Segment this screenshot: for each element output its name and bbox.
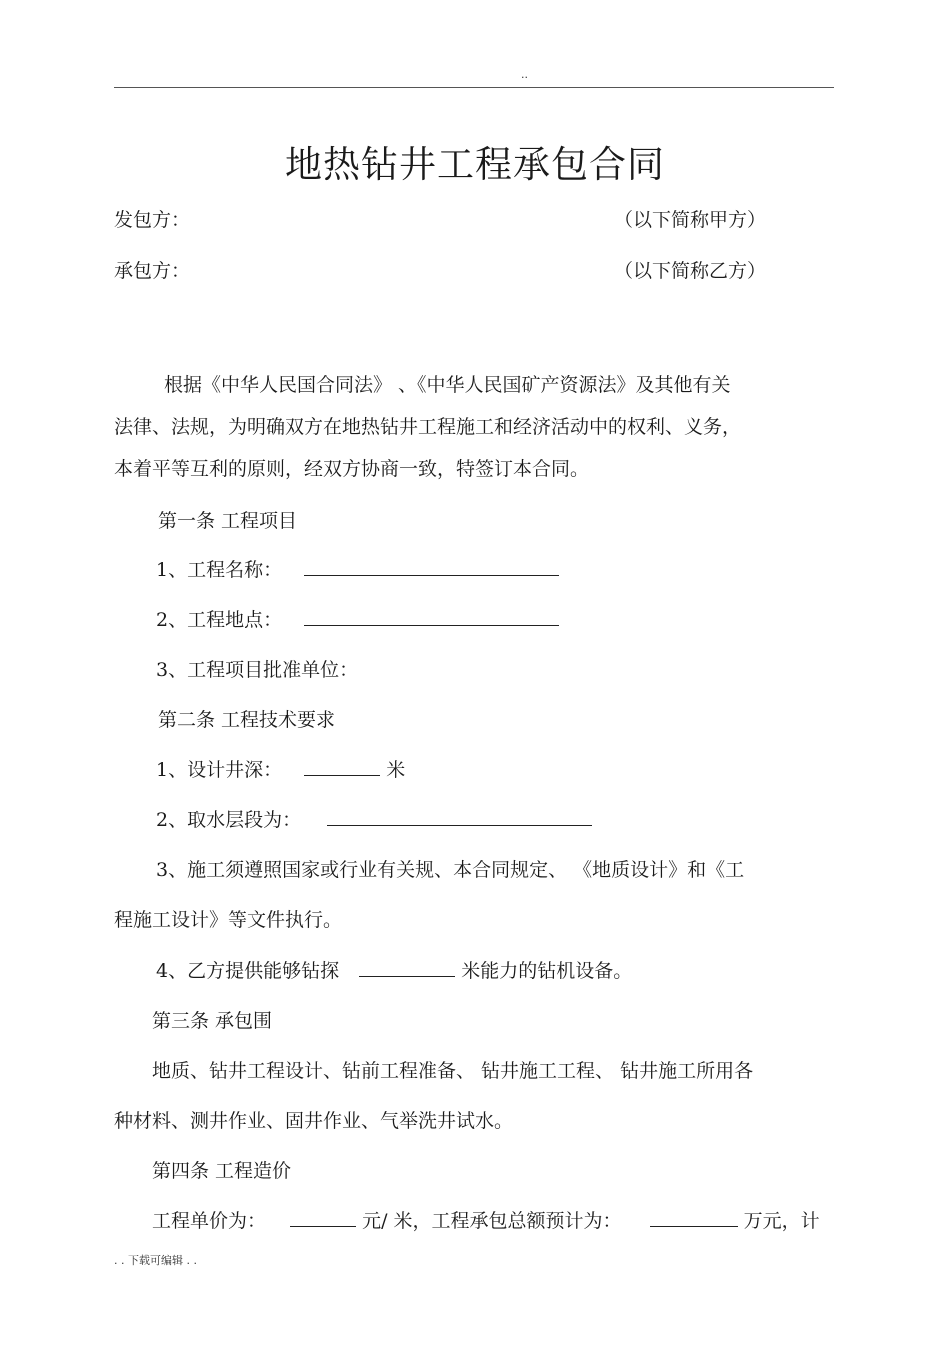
article-2-heading: 第二条 工程技术要求 bbox=[158, 709, 336, 731]
preamble-line-2: 法律、法规，为明确双方在地热钻井工程施工和经济活动中的权利、义务， bbox=[114, 416, 742, 438]
project-name-label: 1、工程名称： bbox=[156, 559, 283, 581]
project-location-row bbox=[156, 605, 559, 632]
approval-unit-label: 3、工程项目批准单位： bbox=[156, 659, 359, 681]
party-b-note: （以下简称乙方） bbox=[614, 260, 767, 282]
aquifer-blank bbox=[327, 809, 592, 826]
project-location-blank bbox=[304, 609, 559, 626]
article-4-heading: 第四条 工程造价 bbox=[152, 1160, 292, 1182]
well-depth-label: 1、设计井深： bbox=[156, 759, 283, 781]
scope-line-1: 地质、钻井工程设计、钻前工程准备、 钻井施工工程、 钻井施工所用各 bbox=[152, 1060, 754, 1082]
party-a-note: （以下简称甲方） bbox=[614, 209, 767, 231]
aquifer-row bbox=[156, 805, 592, 832]
rig-capacity-blank bbox=[359, 960, 455, 977]
price-row bbox=[152, 1206, 820, 1233]
rig-capacity-tail: 米能力的钻机设备。 bbox=[461, 960, 633, 982]
preamble-line-3: 本着平等互利的原则，经双方协商一致，特签订本合同。 bbox=[114, 458, 590, 480]
unit-price-label: 工程单价为： bbox=[152, 1210, 267, 1232]
rig-capacity-label: 4、乙方提供能够钻探 bbox=[156, 960, 340, 982]
unit-price-blank bbox=[290, 1210, 356, 1227]
aquifer-label: 2、取水层段为： bbox=[156, 809, 302, 831]
header-rule bbox=[114, 87, 834, 88]
total-amount-blank bbox=[650, 1210, 738, 1227]
article-1-heading: 第一条 工程项目 bbox=[158, 510, 298, 532]
party-a-label: 发包方： bbox=[114, 209, 191, 231]
project-name-row bbox=[156, 555, 559, 582]
well-depth-unit: 米 bbox=[386, 759, 406, 781]
header-dots: .. bbox=[521, 68, 528, 81]
project-location-label: 2、工程地点： bbox=[156, 609, 283, 631]
footer-note: . . 下载可编辑 . . bbox=[114, 1254, 197, 1267]
article-3-heading: 第三条 承包围 bbox=[152, 1010, 273, 1032]
document-title: 地热钻井工程承包合同 bbox=[285, 143, 665, 186]
standards-line-2: 程施工设计》等文件执行。 bbox=[114, 909, 343, 931]
project-name-blank bbox=[304, 559, 559, 576]
rig-capacity-row bbox=[156, 956, 632, 983]
total-amount-unit: 万元，计 bbox=[743, 1210, 820, 1232]
unit-price-unit: 元/ 米，工程承包总额预计为： bbox=[362, 1210, 622, 1232]
party-b-label: 承包方： bbox=[114, 260, 191, 282]
well-depth-row bbox=[156, 755, 405, 782]
well-depth-blank bbox=[304, 759, 380, 776]
scope-line-2: 种材料、测井作业、固井作业、气举洗井试水。 bbox=[114, 1110, 514, 1132]
preamble-line-1: 根据《中华人民国合同法》 、《中华人民国矿产资源法》及其他有关 bbox=[164, 374, 731, 396]
standards-line-1: 3、施工须遵照国家或行业有关规、本合同规定、 《地质设计》和《工 bbox=[156, 859, 745, 881]
